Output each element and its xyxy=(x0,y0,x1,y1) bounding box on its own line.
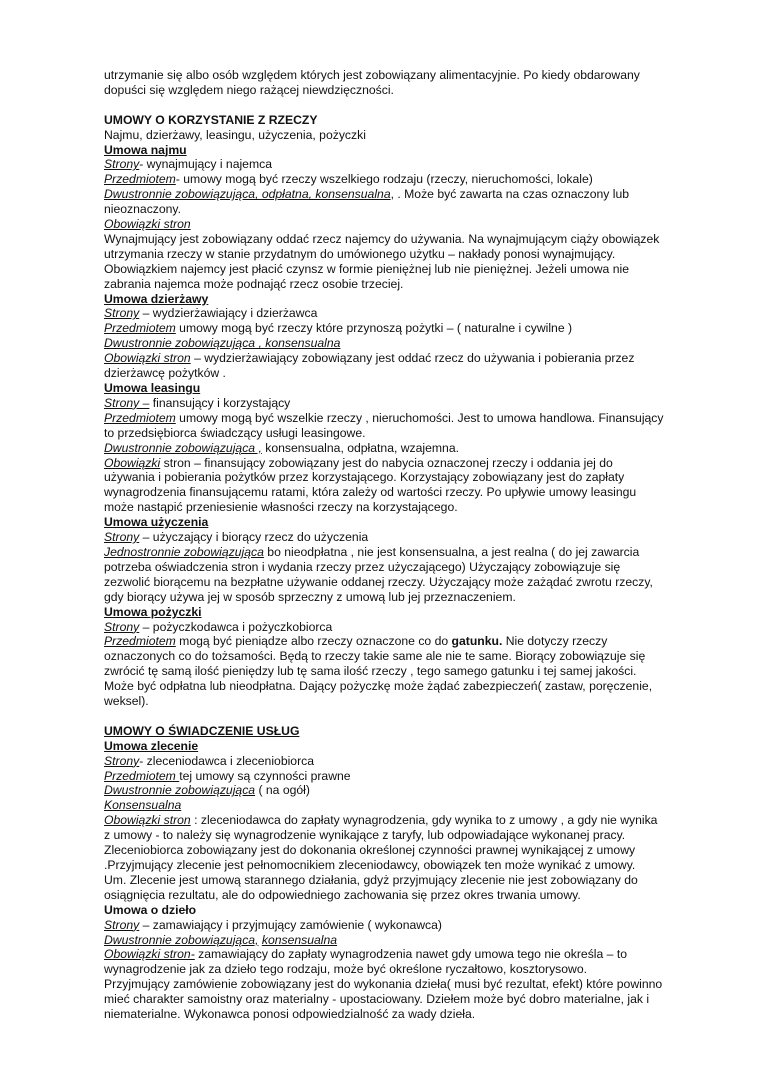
label-strony: Strony xyxy=(104,917,140,932)
text-line: Um. Zlecenie jest umową starannego działania, gdyż przyjmujący zlecenie nie jest zobowiązany do xyxy=(104,872,638,887)
text-line: osiągnięcia rezultatu, ale do odpowiedniego zachowania się przez okres trwania umowy. xyxy=(104,887,581,902)
heading-zlecenie: Umowa zlecenie xyxy=(104,738,199,753)
text-przedmiot: tej umowy są czynności prawne xyxy=(179,768,351,783)
intro-line-2: dopuści się względem niego rażącej niewdzięczności. xyxy=(104,82,394,97)
label-strony: Strony xyxy=(104,753,140,768)
text-przedmiot-after: Nie dotyczy rzeczy xyxy=(502,634,608,649)
text-line: weksel). xyxy=(104,694,149,709)
text-obowiazki: : zleceniodawca do zapłaty wynagrodzenia, gdy wynika to z umowy , a gdy nie wynika xyxy=(190,813,658,828)
label-przedmiot: Przedmiotem xyxy=(104,321,176,336)
text-line: używania i pobierania pożytków przez korzystającego. Korzystający zobowiązany jest do zapłaty xyxy=(104,470,625,485)
text-przedmiot: - umowy mogą być rzeczy wszelkiego rodzaju (rzeczy, nieruchomości, lokale) xyxy=(175,172,593,187)
label-dwustronnie: Dwustronnie zobowiązująca , xyxy=(104,440,262,455)
label-strony: Strony xyxy=(104,306,140,321)
text-line: oznaczonych co do tożsamości. Będą to rzeczy takie same ale nie te same. Biorący zobowiązuje się xyxy=(104,649,646,664)
text-line: utrzymania rzeczy w stanie przydatnym do umówionego użytku – nakłady ponosi wynajmujący. xyxy=(104,246,616,261)
document-body xyxy=(104,68,694,1022)
text-line: Wynajmujący jest zobowiązany oddać rzecz najemcy do używania. Na wynajmującym ciąży obowiązek xyxy=(104,231,660,246)
text-line: wynagrodzenie jak za dzieło tego rodzaju, może być określone ryczałtowo, kosztorysowo. xyxy=(104,962,587,977)
text-line: niematerialne. Wykonawca ponosi odpowiedzialność za wady dzieła. xyxy=(104,1007,476,1022)
text-strony: - wynajmujący i najemca xyxy=(139,157,272,172)
text-dwustronnie: , . Może być zawarta na czas oznaczony lub xyxy=(390,187,630,202)
heading-uzyczenie: Umowa użyczenia xyxy=(104,515,209,530)
label-obowiazki: Obowiązki stron- xyxy=(104,947,195,962)
heading-leasing: Umowa leasingu xyxy=(104,381,201,396)
text-line: zezwolić biorącemu na bezpłatne używanie oddanej rzeczy. Użyczający może zażądać zwrotu rzeczy, xyxy=(104,574,653,589)
text-jednostronnie: bo nieodpłatna , nie jest konsensualna, a jest realna ( do jej zawarcia xyxy=(263,544,640,559)
label-obowiazki: Obowiązki stron xyxy=(104,813,191,828)
label-konsensualna: konsensualna xyxy=(261,932,338,947)
heading-najem: Umowa najmu xyxy=(104,142,187,157)
text-line: zabrania najemca może podnająć rzecz osobie trzeciej. xyxy=(104,276,404,291)
text-line: z umowy - to należy się wynagrodzenie wynikające z taryfy, lub odpowiadające wykonanej pracy. xyxy=(104,828,626,843)
text-line: Obowiązkiem najemcy jest płacić czynsz w formie pieniężnej lub nie pieniężnej. Jeżeli umowa nie xyxy=(104,261,629,276)
label-przedmiot: Przedmiotem xyxy=(104,634,176,649)
heading-dzierzawa: Umowa dzierżawy xyxy=(104,291,209,306)
label-przedmiot: Przedmiotem xyxy=(104,410,176,425)
text-przedmiot: umowy mogą być rzeczy które przynoszą pożytki – ( naturalne i cywilne ) xyxy=(175,321,573,336)
label-dwustronnie: Dwustronnie zobowiązująca , konsensualna xyxy=(104,336,341,351)
text-strony: - zleceniodawca i zleceniobiorca xyxy=(139,753,315,768)
label-strony: Strony xyxy=(104,530,140,545)
label-strony: Strony – xyxy=(104,395,150,410)
label-dwustronnie: Dwustronnie zobowiązująca xyxy=(104,783,256,798)
heading-pozyczka: Umowa pożyczki xyxy=(104,604,202,619)
text-line: wynagrodzenia finansującemu ratami, która zależy od wartości rzeczy. Po upływie umowy leasingu xyxy=(104,485,637,500)
text-strony: – zamawiający i przyjmujący zamówienie ( wykonawca) xyxy=(139,917,442,932)
text-przedmiot: mogą być pieniądze albo rzeczy oznaczone co do xyxy=(175,634,452,649)
label-obowiazki: Obowiązki xyxy=(104,455,161,470)
text-line: mieć charakter samoistny oraz materialny - upostaciowany. Dziełem może być dobro materialne, jak i xyxy=(104,992,650,1007)
text-line: potrzeba oświadczenia stron i wydania rzeczy przez użyczającego) Użyczający zobowiązuje się xyxy=(104,559,621,574)
text-line: zwrócić tę samą ilość pieniędzy lub tę sama ilość rzeczy , tego samego gatunku i tej samej jakości. xyxy=(104,664,637,679)
heading-dzielo: Umowa o dzieło xyxy=(104,902,197,917)
text-dwustronnie: ( na ogół) xyxy=(255,783,310,798)
section-subtitle: Najmu, dzierżawy, leasingu, użyczenia, pożyczki xyxy=(104,127,366,142)
text-strony: – pożyczkodawca i pożyczkobiorca xyxy=(139,619,333,634)
text-strony: – wydzierżawiający i dzierżawca xyxy=(139,306,318,321)
label-obowiazki: Obowiązki stron xyxy=(104,217,191,232)
text-line: Przyjmujący zamówienie zobowiązany jest do wykonania dzieła( musi być rezultat, efekt) które powinno xyxy=(104,977,663,992)
text-line: .Przyjmujący zlecenie jest pełnomocnikiem zleceniodawcy, obowiązek ten może wynikać z umowy. xyxy=(104,858,636,872)
text-line: Może być odpłatna lub nieodpłatna. Dający pożyczkę może żądać zabezpieczeń( zastaw, poręczenie, xyxy=(104,679,653,694)
text-line: Zleceniobiorca zobowiązany jest do dokonania określonej czynności prawnej wynikającej z umowy xyxy=(104,843,636,858)
label-dwustronnie: Dwustronnie zobowiązująca, odpłatna, konsensualna xyxy=(104,187,391,202)
label-strony: Strony xyxy=(104,619,140,634)
label-jednostronnie: Jednostronnie zobowiązująca xyxy=(104,544,264,559)
label-dwustronnie: Dwustronnie zobowiązująca, xyxy=(104,932,259,947)
text-obowiazki: stron – finansujący zobowiązany jest do nabycia oznaczonej rzeczy i oddania jej do xyxy=(160,455,613,470)
label-obowiazki: Obowiązki stron xyxy=(104,351,191,366)
text-line: to przedsiębiorca świadczący usługi leasingowe. xyxy=(104,425,366,440)
text-strony: finansujący i korzystający xyxy=(149,395,291,410)
label-strony: Strony xyxy=(104,157,140,172)
text-obowiazki: zamawiający do zapłaty wynagrodzenia nawet gdy umowa tego nie określa – to xyxy=(194,947,627,962)
text-strony: – użyczający i biorący rzecz do użyczenia xyxy=(139,530,369,545)
text-line: nieoznaczony. xyxy=(104,202,182,217)
text-gatunku: gatunku. xyxy=(451,634,503,649)
text-dwustronnie: konsensualna, odpłatna, wzajemna. xyxy=(261,440,460,455)
text-line: dzierżawcę pożytków . xyxy=(104,366,226,381)
label-konsensualna: Konsensualna xyxy=(104,798,182,813)
section-title-rzeczy: UMOWY O KORZYSTANIE Z RZECZY xyxy=(104,112,318,127)
intro-line-1: utrzymanie się albo osób względem których jest zobowiązany alimentacyjnie. Po kiedy obdarowany xyxy=(104,68,640,82)
label-przedmiot: Przedmiotem xyxy=(104,768,180,783)
text-przedmiot: umowy mogą być wszelkie rzeczy , nieruchomości. Jest to umowa handlowa. Finansujący xyxy=(175,410,664,425)
text-obowiazki: – wydzierżawiający zobowiązany jest oddać rzecz do używania i pobierania przez xyxy=(190,351,635,366)
label-przedmiot: Przedmiotem xyxy=(104,172,176,187)
text-line: może nastąpić przeniesienie własności rzeczy na korzystającego. xyxy=(104,500,458,515)
text-line: gdy biorący używa jej w sposób sprzeczny z umową lub jej przeznaczeniem. xyxy=(104,589,516,604)
section-title-uslugi: UMOWY O ŚWIADCZENIE USŁUG xyxy=(104,723,300,738)
